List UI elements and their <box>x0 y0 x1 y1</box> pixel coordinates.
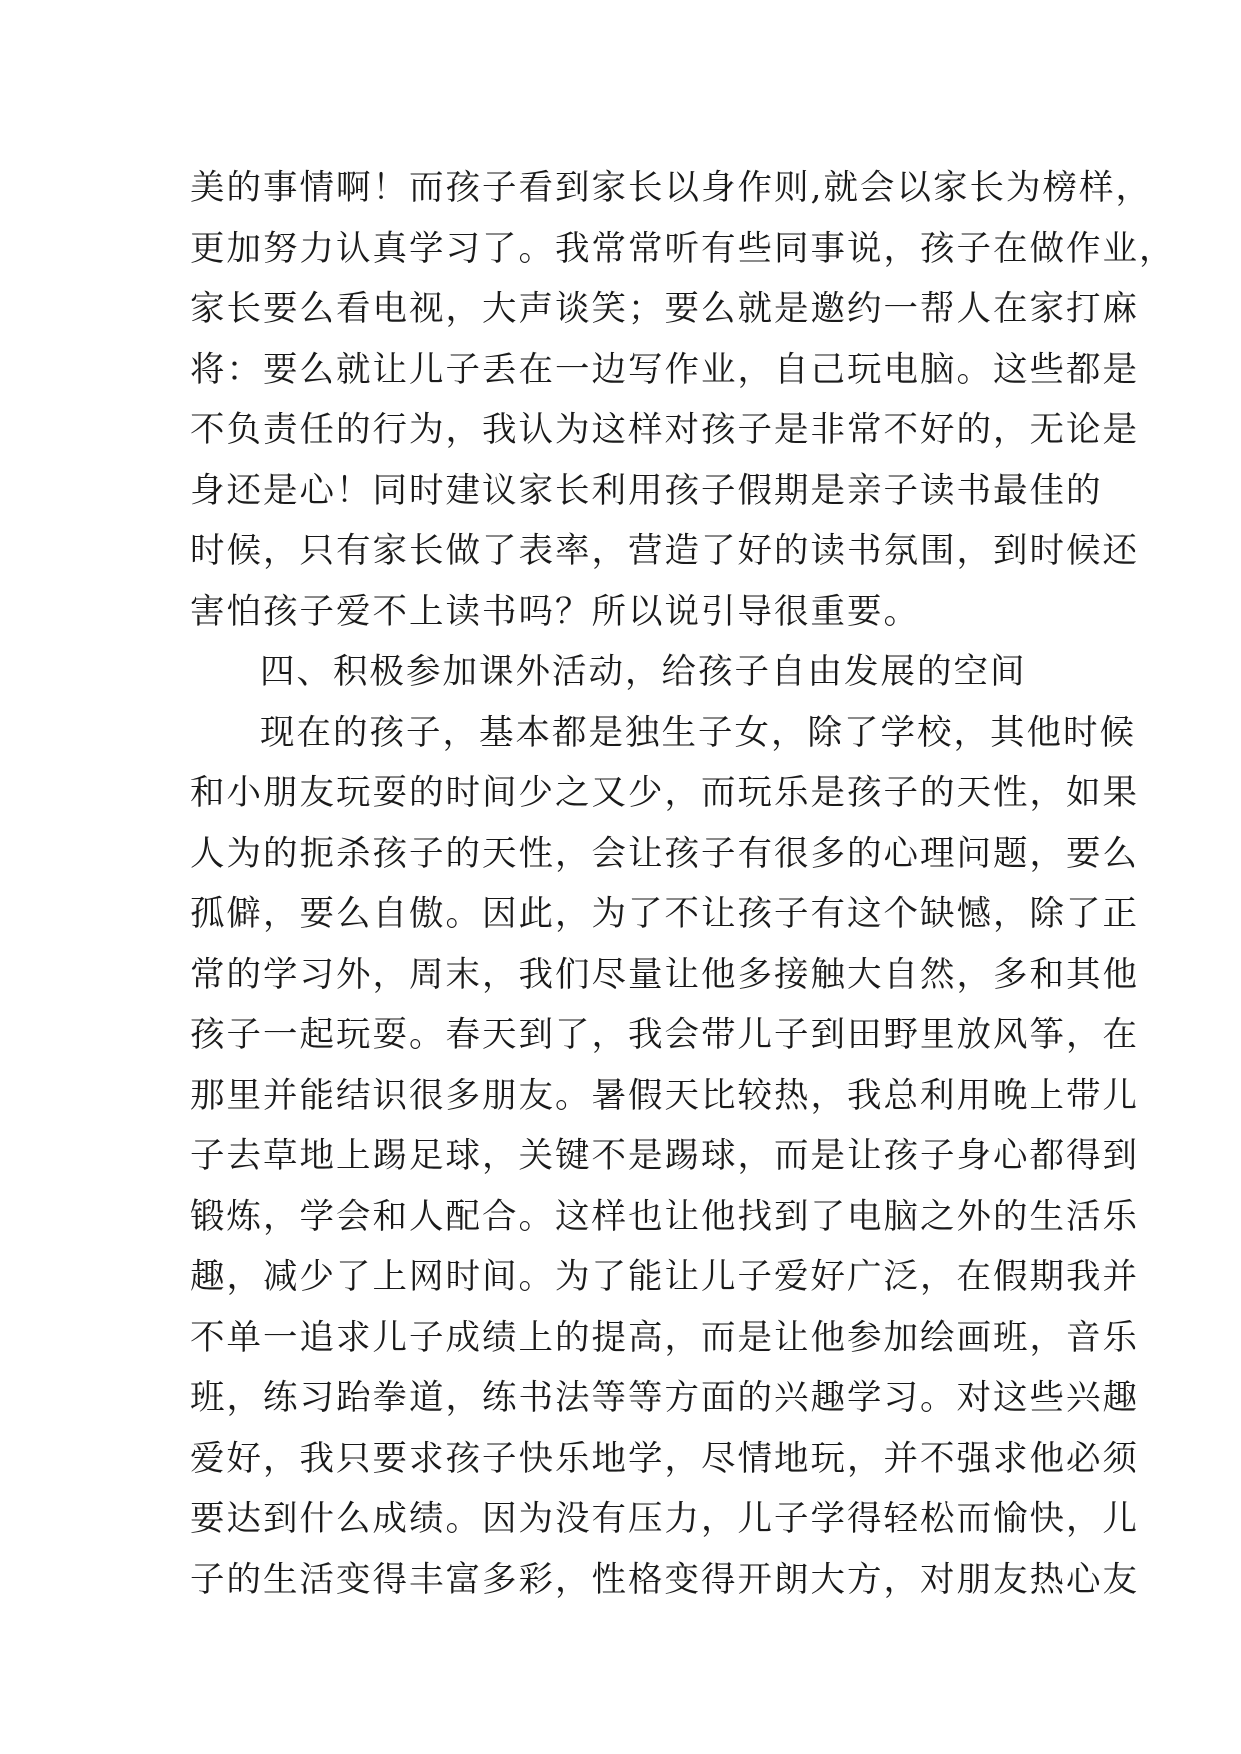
text-line: 更加努力认真学习了。我常常听有些同事说，孩子在做作业， <box>190 228 1176 269</box>
text-line: 爱好，我只要求孩子快乐地学，尽情地玩，并不强求他必须 <box>190 1438 1139 1479</box>
text-line: 孤僻，要么自傲。因此，为了不让孩子有这个缺憾，除了正 <box>190 894 1139 934</box>
text-line: 美的事情啊！而孩子看到家长以身作则,就会以家长为榜样， <box>190 168 1152 208</box>
paragraph-first-line: 现在的孩子，基本都是独生子女，除了学校，其他时候 <box>260 712 1136 753</box>
text-line: 要达到什么成绩。因为没有压力，儿子学得轻松而愉快，儿 <box>190 1499 1139 1539</box>
text-line: 子的生活变得丰富多彩，性格变得开朗大方，对朋友热心友 <box>190 1559 1139 1600</box>
text-line: 孩子一起玩耍。春天到了，我会带儿子到田野里放风筝，在 <box>190 1015 1139 1055</box>
text-line: 那里并能结识很多朋友。暑假天比较热，我总利用晚上带儿 <box>190 1075 1139 1116</box>
text-line: 和小朋友玩耍的时间少之又少，而玩乐是孩子的天性，如果 <box>190 773 1139 813</box>
text-line: 家长要么看电视，大声谈笑；要么就是邀约一帮人在家打麻 <box>190 289 1139 329</box>
text-line: 将：要么就让儿子丢在一边写作业，自己玩电脑。这些都是 <box>190 349 1139 390</box>
text-line: 班，练习跆拳道，练书法等等方面的兴趣学习。对这些兴趣 <box>190 1378 1139 1418</box>
text-line: 时候，只有家长做了表率，营造了好的读书氛围，到时候还 <box>190 531 1139 571</box>
text-line: 常的学习外，周末，我们尽量让他多接触大自然，多和其他 <box>190 954 1139 995</box>
text-line: 人为的扼杀孩子的天性，会让孩子有很多的心理问题，要么 <box>190 833 1139 874</box>
text-line: 身还是心！同时建议家长利用孩子假期是亲子读书最佳的 <box>190 470 1103 511</box>
text-line: 不负责任的行为，我认为这样对孩子是非常不好的，无论是 <box>190 410 1139 450</box>
text-line: 子去草地上踢足球，关键不是踢球，而是让孩子身心都得到 <box>190 1136 1139 1176</box>
section-heading: 四、积极参加课外活动，给孩子自由发展的空间 <box>260 652 1027 692</box>
body-text <box>190 158 1176 1610</box>
text-line: 锻炼，学会和人配合。这样也让他找到了电脑之外的生活乐 <box>190 1196 1139 1237</box>
text-line: 趣，减少了上网时间。为了能让儿子爱好广泛，在假期我并 <box>190 1257 1139 1297</box>
text-line: 害怕孩子爱不上读书吗？所以说引导很重要。 <box>190 591 920 632</box>
text-line: 不单一追求儿子成绩上的提高，而是让他参加绘画班，音乐 <box>190 1317 1139 1358</box>
